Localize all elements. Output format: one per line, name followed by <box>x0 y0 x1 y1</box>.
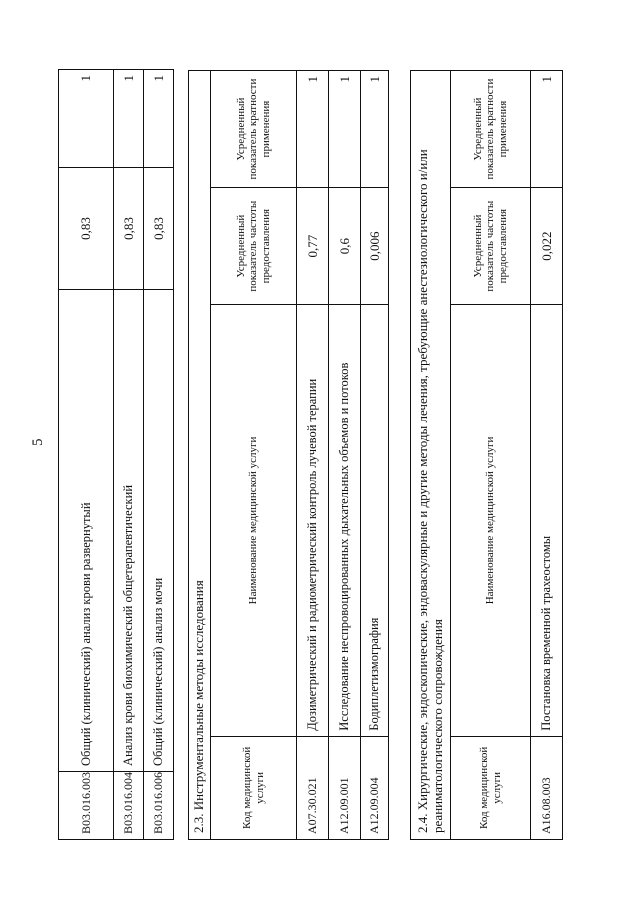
frequency-value: 0,6 <box>329 188 361 305</box>
service-code: A07.30.021 <box>297 736 329 839</box>
multiplicity-value: 1 <box>531 71 563 188</box>
frequency-value: 0,83 <box>114 168 144 290</box>
header-frequency: Усредненный показатель частоты предоставления <box>211 188 297 305</box>
frequency-value: 0,83 <box>59 168 114 290</box>
service-name: Дозиметрический и радиометрический контроль лучевой терапии <box>297 305 329 737</box>
service-code: B03.016.003 <box>59 772 114 840</box>
frequency-value: 0,022 <box>531 188 563 305</box>
table-row <box>361 71 389 840</box>
service-code: A16.08.003 <box>531 736 563 839</box>
lab-tests-table <box>58 69 174 840</box>
header-code: Код медицинской услуги <box>211 736 297 839</box>
multiplicity-value: 1 <box>361 71 389 188</box>
instrumental-methods-table <box>188 70 389 840</box>
section-caption-row <box>189 71 211 840</box>
page-number: 5 <box>30 438 46 446</box>
service-name: Исследование неспровоцированных дыхательных объемов и потоков <box>329 305 361 737</box>
multiplicity-value: 1 <box>114 70 144 168</box>
header-row <box>451 71 531 840</box>
multiplicity-value: 1 <box>59 70 114 168</box>
service-code: B03.016.004 <box>114 772 144 840</box>
table-row <box>114 70 144 840</box>
table-row <box>531 71 563 840</box>
multiplicity-value: 1 <box>297 71 329 188</box>
header-multiplicity: Усредненный показатель кратности применения <box>451 71 531 188</box>
section-caption-row <box>411 71 451 840</box>
table-row <box>329 71 361 840</box>
service-name: Постановка временной трахеостомы <box>531 305 563 737</box>
multiplicity-value: 1 <box>329 71 361 188</box>
header-name: Наименование медицинской услуги <box>451 305 531 737</box>
section-title: 2.4. Хирургические, эндоскопические, эндоваскулярные и другие методы лечения, требующие анестезиологического и/или реаниматологического сопровождения <box>411 71 451 840</box>
frequency-value: 0,006 <box>361 188 389 305</box>
service-name: Анализ крови биохимический общетерапевтический <box>114 290 144 772</box>
header-multiplicity: Усредненный показатель кратности применения <box>211 71 297 188</box>
header-frequency: Усредненный показатель частоты предоставления <box>451 188 531 305</box>
service-name: Общий (клинический) анализ крови развернутый <box>59 290 114 772</box>
frequency-value: 0,77 <box>297 188 329 305</box>
service-code: A12.09.004 <box>361 736 389 839</box>
multiplicity-value: 1 <box>144 70 174 168</box>
table-row <box>144 70 174 840</box>
table-row <box>297 71 329 840</box>
header-code: Код медицинской услуги <box>451 736 531 839</box>
service-code: B03.016.006 <box>144 772 174 840</box>
section-title: 2.3. Инструментальные методы исследования <box>189 71 211 840</box>
service-name: Бодиплетизмография <box>361 305 389 737</box>
surgical-methods-table <box>410 70 563 840</box>
frequency-value: 0,83 <box>144 168 174 290</box>
header-name: Наименование медицинской услуги <box>211 305 297 737</box>
service-code: A12.09.001 <box>329 736 361 839</box>
header-row <box>211 71 297 840</box>
service-name: Общий (клинический) анализ мочи <box>144 290 174 772</box>
table-row <box>59 70 114 840</box>
